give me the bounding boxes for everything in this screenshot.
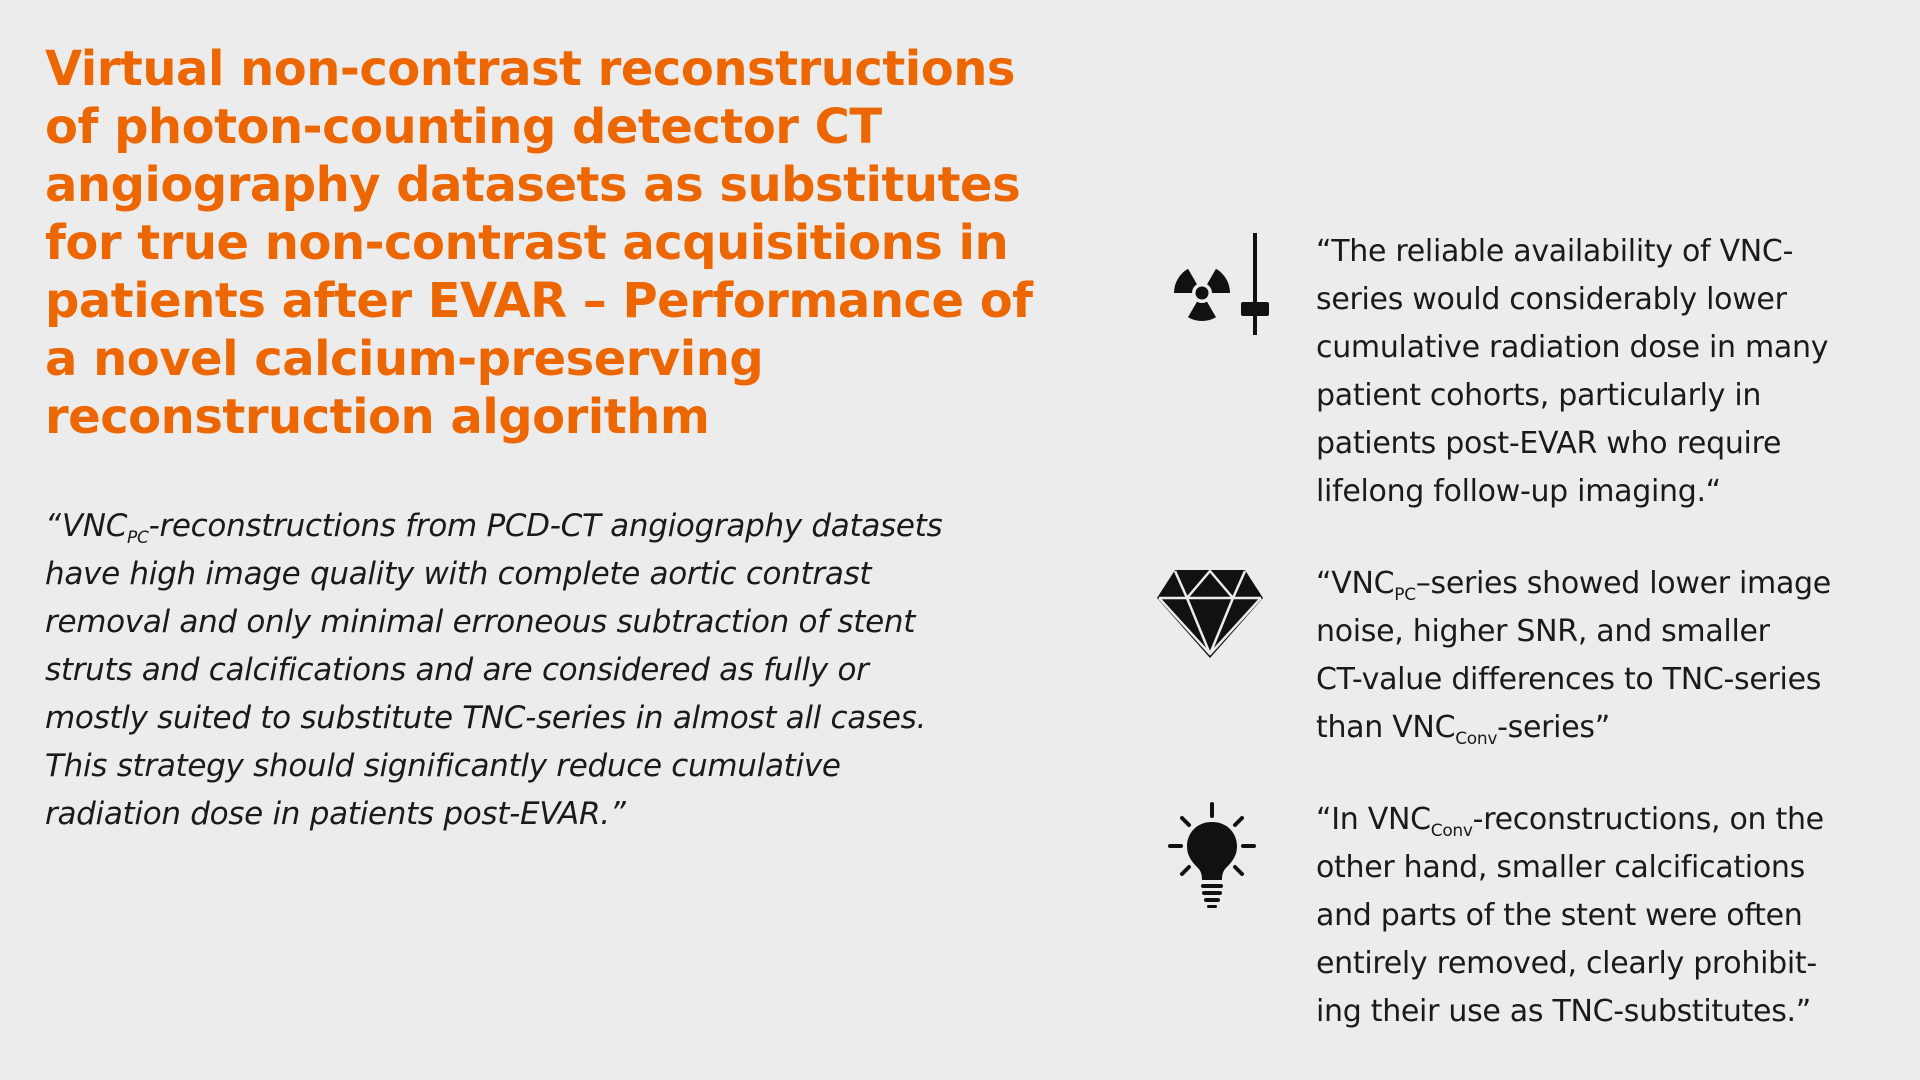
quote-line: series would considerably lower [1316,282,1787,317]
title-line: of photon-counting detector CT [45,99,882,155]
title-line: a novel calcium-preserving [45,331,764,387]
quote-conv-reconstructions [1316,796,1906,1036]
title-line: reconstruction algorithm [45,389,710,445]
quote-line: radiation dose in patients post-EVAR.” [45,796,626,832]
quote-line: and parts of the stent were often [1316,898,1803,933]
summary-quote [45,502,1005,838]
quote-line: “The reliable availability of VNC- [1316,234,1794,269]
quote-line: have high image quality with complete aortic contrast [45,556,872,592]
quote-line: other hand, smaller calcifications [1316,850,1805,885]
radiation-dose-icon [1152,230,1272,340]
quote-line: patients post-EVAR who require [1316,426,1782,461]
quote-line: mostly suited to substitute TNC-series in almost all cases. [45,700,927,736]
quote-radiation-dose [1316,228,1906,516]
quote-line: CT-value differences to TNC-series [1316,662,1822,697]
quote-line: “$VNC_{PC}$–series showed lower image [1316,566,1831,605]
quote-line: cumulative radiation dose in many [1316,330,1829,365]
quote-line: ing their use as TNC-substitutes.” [1316,994,1812,1029]
subscript: PC [1394,585,1416,605]
quote-line: struts and calcifications and are considered as fully or [45,652,869,688]
title-line: for true non-contrast acquisitions in [45,215,1009,271]
quote-image-noise [1316,560,1906,752]
quote-line: removal and only minimal erroneous subtraction of stent [45,604,916,640]
diamond-icon [1155,568,1265,660]
quote-line: lifelong follow-up imaging.“ [1316,474,1721,509]
subscript: Conv [1430,821,1473,841]
page-title [45,40,1033,446]
subscript: Conv [1455,729,1498,749]
quote-line: patient cohorts, particularly in [1316,378,1762,413]
quote-line: “In $VNC_{Conv}$-reconstructions, on the [1316,802,1824,841]
quote-line: noise, higher SNR, and smaller [1316,614,1770,649]
subscript: PC [127,528,149,548]
quote-line: than $VNC_{Conv}$-series” [1316,710,1610,749]
lightbulb-icon [1162,800,1262,912]
title-line: patients after EVAR – Performance of [45,273,1033,329]
title-line: Virtual non-contrast reconstructions [45,41,1015,97]
title-line: angiography datasets as substitutes [45,157,1021,213]
quote-line: “$VNC_{PC}$-reconstructions from PCD-CT angiography datasets [45,508,943,548]
quote-line: This strategy should significantly reduce cumulative [45,748,841,784]
quote-line: entirely removed, clearly prohibit- [1316,946,1817,981]
